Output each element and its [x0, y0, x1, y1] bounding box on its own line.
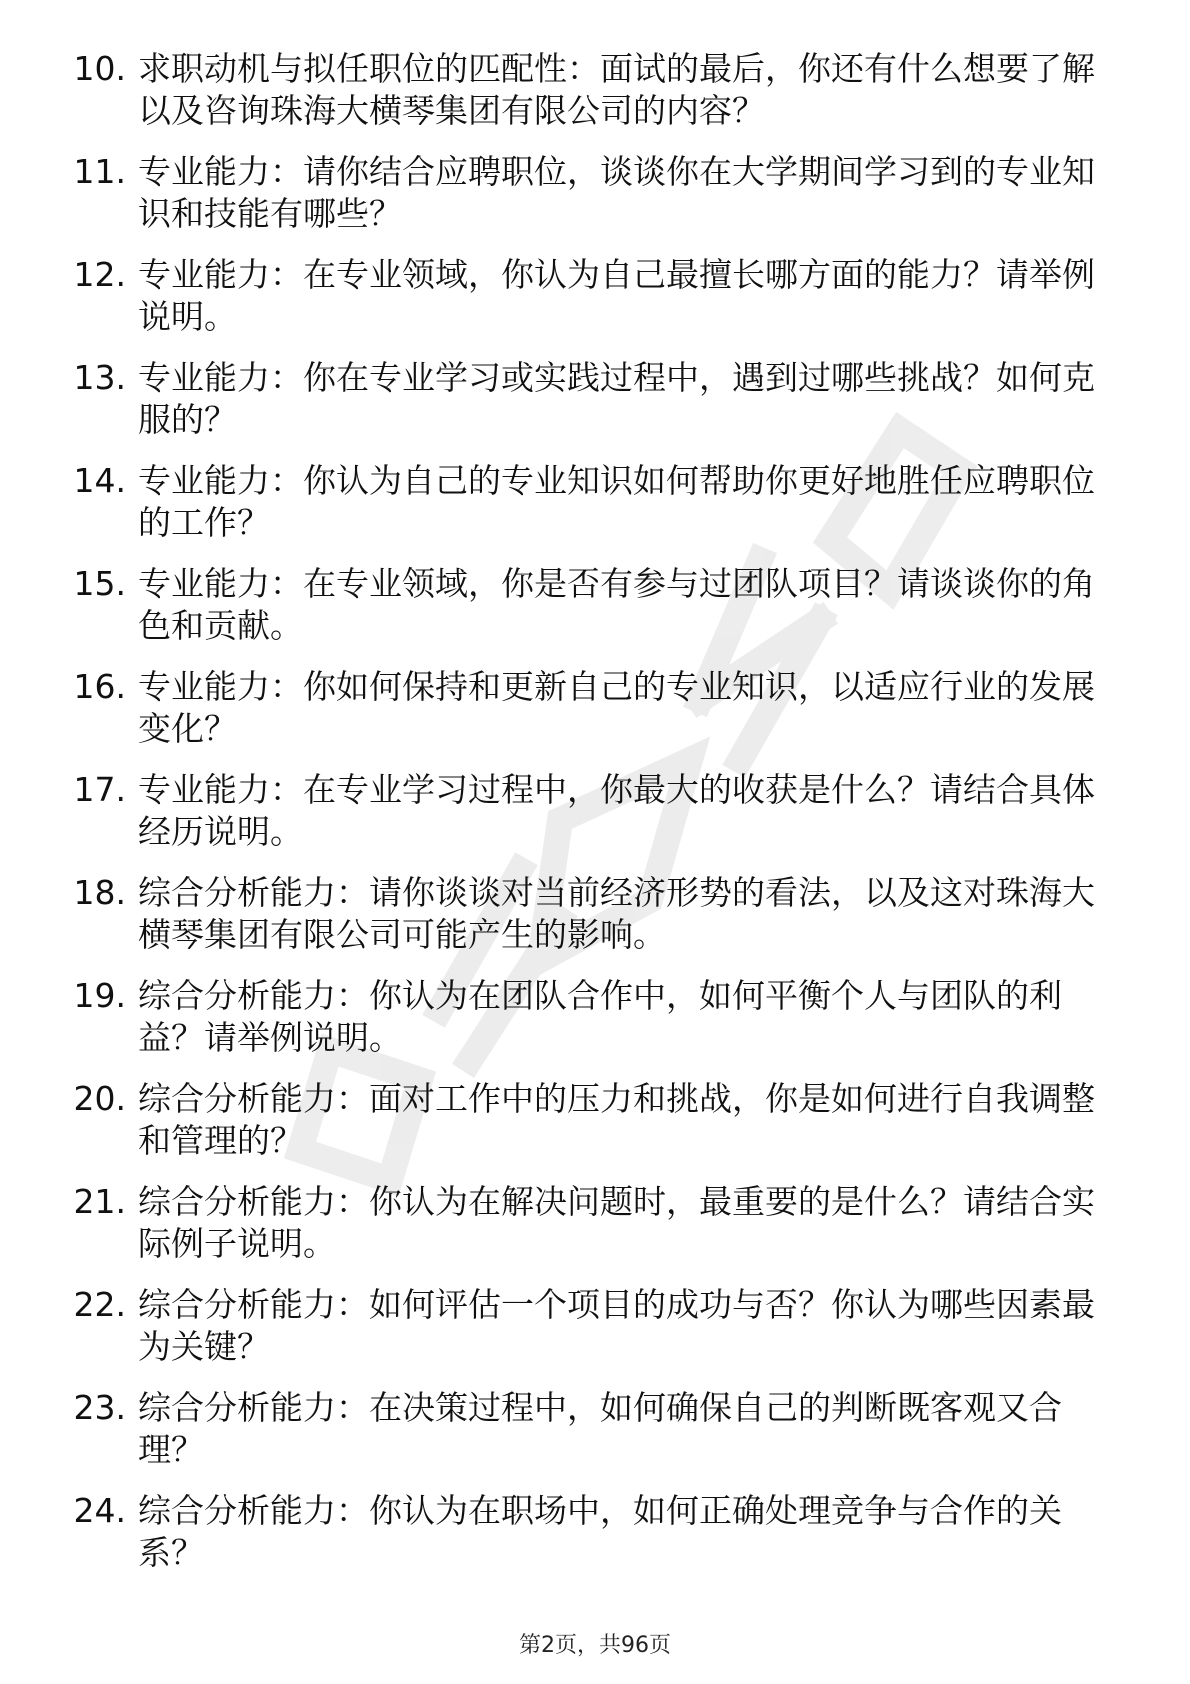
question-text: 综合分析能力：你认为在解决问题时，最重要的是什么？请结合实际例子说明。 [138, 1182, 1095, 1263]
question-number: 20. [73, 1079, 126, 1118]
question-item [56, 1181, 1106, 1265]
question-text: 综合分析能力：请你谈谈对当前经济形势的看法，以及这对珠海大横琴集团有限公司可能产生的影响。 [138, 873, 1095, 954]
question-number: 12. [73, 255, 126, 294]
question-item [56, 1387, 1106, 1471]
question-item [56, 872, 1106, 956]
question-text: 求职动机与拟任职位的匹配性：面试的最后，你还有什么想要了解以及咨询珠海大横琴集团有限公司的内容？ [138, 49, 1095, 130]
question-item [56, 1078, 1106, 1162]
question-text: 综合分析能力：你认为在团队合作中，如何平衡个人与团队的利益？请举例说明。 [138, 976, 1062, 1057]
question-item [56, 254, 1106, 338]
question-number: 19. [73, 976, 126, 1015]
question-text: 综合分析能力：面对工作中的压力和挑战，你是如何进行自我调整和管理的？ [138, 1079, 1095, 1160]
question-number: 23. [73, 1388, 126, 1427]
question-number: 24. [73, 1491, 126, 1530]
question-list [56, 48, 1106, 1593]
question-item [56, 563, 1106, 647]
question-item [56, 666, 1106, 750]
question-number: 17. [73, 770, 126, 809]
question-item [56, 151, 1106, 235]
question-text: 综合分析能力：你认为在职场中，如何正确处理竞争与合作的关系？ [138, 1491, 1062, 1572]
question-item [56, 357, 1106, 441]
question-text: 专业能力：请你结合应聘职位，谈谈你在大学期间学习到的专业知识和技能有哪些？ [138, 152, 1095, 233]
question-text: 专业能力：在专业学习过程中，你最大的收获是什么？请结合具体经历说明。 [138, 770, 1095, 851]
question-text: 综合分析能力：在决策过程中，如何确保自己的判断既客观又合理？ [138, 1388, 1062, 1469]
question-number: 21. [73, 1182, 126, 1221]
question-text: 专业能力：你在专业学习或实践过程中，遇到过哪些挑战？如何克服的？ [138, 358, 1095, 439]
page-footer: 第2页，共96页 [519, 1633, 671, 1658]
question-number: 11. [73, 152, 126, 191]
question-text: 综合分析能力：如何评估一个项目的成功与否？你认为哪些因素最为关键？ [138, 1285, 1095, 1366]
question-text: 专业能力：你如何保持和更新自己的专业知识，以适应行业的发展变化？ [138, 667, 1095, 748]
question-number: 15. [73, 564, 126, 603]
question-item [56, 460, 1106, 544]
question-text: 专业能力：在专业领域，你认为自己最擅长哪方面的能力？请举例说明。 [138, 255, 1095, 336]
question-number: 14. [73, 461, 126, 500]
question-number: 10. [73, 49, 126, 88]
question-item [56, 1490, 1106, 1574]
question-number: 16. [73, 667, 126, 706]
question-item [56, 1284, 1106, 1368]
question-number: 22. [73, 1285, 126, 1324]
question-number: 13. [73, 358, 126, 397]
question-item [56, 975, 1106, 1059]
question-item [56, 48, 1106, 132]
question-item [56, 769, 1106, 853]
question-text: 专业能力：你认为自己的专业知识如何帮助你更好地胜任应聘职位的工作？ [138, 461, 1095, 542]
question-number: 18. [73, 873, 126, 912]
question-text: 专业能力：在专业领域，你是否有参与过团队项目？请谈谈你的角色和贡献。 [138, 564, 1095, 645]
